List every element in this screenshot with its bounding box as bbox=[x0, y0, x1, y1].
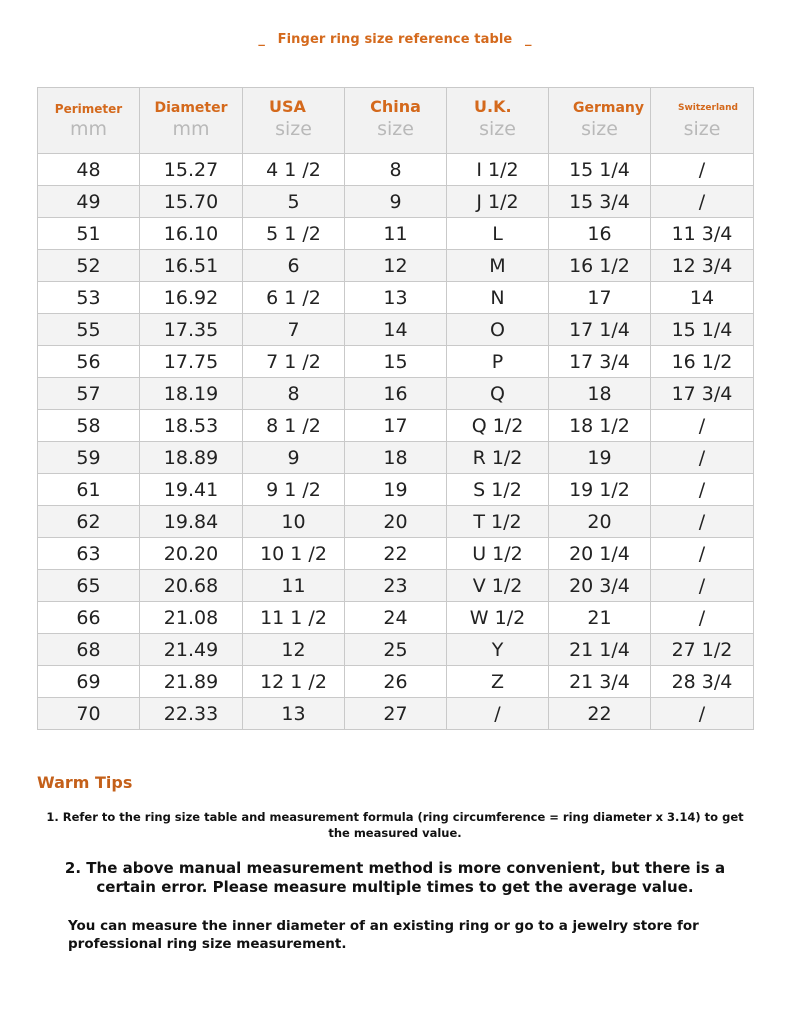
cell-germany: 19 bbox=[549, 442, 651, 474]
cell-switzerland: 17 3/4 bbox=[651, 378, 754, 410]
cell-uk: Y bbox=[447, 634, 549, 666]
cell-germany: 19 1/2 bbox=[549, 474, 651, 506]
table-header-row bbox=[38, 88, 754, 154]
cell-perimeter: 66 bbox=[38, 602, 140, 634]
cell-germany: 20 1/4 bbox=[549, 538, 651, 570]
cell-usa: 9 1 /2 bbox=[243, 474, 345, 506]
warm-tips-heading: Warm Tips bbox=[37, 773, 133, 792]
cell-china: 9 bbox=[345, 186, 447, 218]
cell-usa: 13 bbox=[243, 698, 345, 730]
table-row bbox=[38, 474, 754, 506]
cell-germany: 20 3/4 bbox=[549, 570, 651, 602]
header-germany bbox=[549, 88, 651, 154]
table-row bbox=[38, 250, 754, 282]
cell-usa: 5 bbox=[243, 186, 345, 218]
cell-germany: 17 1/4 bbox=[549, 314, 651, 346]
cell-perimeter: 52 bbox=[38, 250, 140, 282]
table-row bbox=[38, 282, 754, 314]
cell-diameter: 15.70 bbox=[140, 186, 243, 218]
cell-usa: 11 bbox=[243, 570, 345, 602]
cell-perimeter: 61 bbox=[38, 474, 140, 506]
cell-switzerland: / bbox=[651, 602, 754, 634]
cell-usa: 8 bbox=[243, 378, 345, 410]
header-china bbox=[345, 88, 447, 154]
header-perimeter-unit: mm bbox=[69, 118, 108, 140]
cell-uk: W 1/2 bbox=[447, 602, 549, 634]
table-row bbox=[38, 410, 754, 442]
cell-germany: 17 3/4 bbox=[549, 346, 651, 378]
cell-germany: 21 bbox=[549, 602, 651, 634]
cell-uk: Q bbox=[447, 378, 549, 410]
cell-switzerland: 14 bbox=[651, 282, 754, 314]
cell-switzerland: / bbox=[651, 186, 754, 218]
cell-switzerland: / bbox=[651, 442, 754, 474]
cell-china: 27 bbox=[345, 698, 447, 730]
cell-germany: 22 bbox=[549, 698, 651, 730]
table-row bbox=[38, 346, 754, 378]
table-body bbox=[38, 154, 754, 730]
cell-diameter: 21.08 bbox=[140, 602, 243, 634]
cell-uk: R 1/2 bbox=[447, 442, 549, 474]
cell-uk: Q 1/2 bbox=[447, 410, 549, 442]
cell-germany: 18 1/2 bbox=[549, 410, 651, 442]
title-text: Finger ring size reference table bbox=[277, 32, 513, 47]
cell-switzerland: 11 3/4 bbox=[651, 218, 754, 250]
table-row bbox=[38, 666, 754, 698]
cell-uk: J 1/2 bbox=[447, 186, 549, 218]
cell-uk: N bbox=[447, 282, 549, 314]
cell-diameter: 16.92 bbox=[140, 282, 243, 314]
table-row bbox=[38, 570, 754, 602]
table-row bbox=[38, 378, 754, 410]
header-switzerland-name: Switzerland bbox=[678, 103, 738, 113]
cell-perimeter: 53 bbox=[38, 282, 140, 314]
cell-diameter: 21.49 bbox=[140, 634, 243, 666]
header-perimeter-name: Perimeter bbox=[54, 102, 123, 116]
cell-switzerland: 27 1/2 bbox=[651, 634, 754, 666]
page-title bbox=[0, 32, 790, 47]
cell-perimeter: 62 bbox=[38, 506, 140, 538]
cell-china: 15 bbox=[345, 346, 447, 378]
cell-diameter: 22.33 bbox=[140, 698, 243, 730]
cell-usa: 10 bbox=[243, 506, 345, 538]
cell-perimeter: 65 bbox=[38, 570, 140, 602]
cell-germany: 20 bbox=[549, 506, 651, 538]
cell-usa: 6 bbox=[243, 250, 345, 282]
cell-perimeter: 49 bbox=[38, 186, 140, 218]
tip-1: 1. Refer to the ring size table and measurement formula (ring circumference = ring diameter x 3.14) to get the measured value. bbox=[46, 810, 744, 840]
cell-uk: Z bbox=[447, 666, 549, 698]
table-row bbox=[38, 506, 754, 538]
table-row bbox=[38, 154, 754, 186]
table-row bbox=[38, 218, 754, 250]
cell-uk: I 1/2 bbox=[447, 154, 549, 186]
title-dash-left: _ bbox=[258, 32, 265, 47]
cell-usa: 5 1 /2 bbox=[243, 218, 345, 250]
cell-uk: M bbox=[447, 250, 549, 282]
cell-uk: V 1/2 bbox=[447, 570, 549, 602]
cell-switzerland: 15 1/4 bbox=[651, 314, 754, 346]
cell-uk: L bbox=[447, 218, 549, 250]
cell-china: 22 bbox=[345, 538, 447, 570]
cell-china: 12 bbox=[345, 250, 447, 282]
cell-uk: / bbox=[447, 698, 549, 730]
cell-diameter: 20.20 bbox=[140, 538, 243, 570]
cell-china: 18 bbox=[345, 442, 447, 474]
cell-diameter: 21.89 bbox=[140, 666, 243, 698]
cell-perimeter: 59 bbox=[38, 442, 140, 474]
cell-uk: O bbox=[447, 314, 549, 346]
cell-perimeter: 56 bbox=[38, 346, 140, 378]
cell-china: 25 bbox=[345, 634, 447, 666]
cell-diameter: 18.89 bbox=[140, 442, 243, 474]
cell-switzerland: 16 1/2 bbox=[651, 346, 754, 378]
cell-usa: 4 1 /2 bbox=[243, 154, 345, 186]
cell-germany: 15 1/4 bbox=[549, 154, 651, 186]
header-china-unit: size bbox=[377, 118, 414, 140]
table-row bbox=[38, 314, 754, 346]
header-germany-unit: size bbox=[581, 118, 618, 140]
cell-china: 24 bbox=[345, 602, 447, 634]
cell-usa: 10 1 /2 bbox=[243, 538, 345, 570]
tip-2: 2. The above manual measurement method is more convenient, but there is a certain error. Please measure multiple times to get the average value. bbox=[64, 859, 726, 896]
cell-switzerland: / bbox=[651, 538, 754, 570]
cell-china: 11 bbox=[345, 218, 447, 250]
cell-china: 13 bbox=[345, 282, 447, 314]
cell-diameter: 15.27 bbox=[140, 154, 243, 186]
cell-germany: 16 1/2 bbox=[549, 250, 651, 282]
cell-uk: P bbox=[447, 346, 549, 378]
table-row bbox=[38, 186, 754, 218]
cell-china: 20 bbox=[345, 506, 447, 538]
cell-usa: 6 1 /2 bbox=[243, 282, 345, 314]
cell-perimeter: 70 bbox=[38, 698, 140, 730]
cell-china: 23 bbox=[345, 570, 447, 602]
header-usa bbox=[243, 88, 345, 154]
cell-perimeter: 63 bbox=[38, 538, 140, 570]
header-diameter bbox=[140, 88, 243, 154]
header-switzerland-unit: size bbox=[683, 118, 721, 140]
cell-perimeter: 57 bbox=[38, 378, 140, 410]
cell-china: 14 bbox=[345, 314, 447, 346]
cell-switzerland: / bbox=[651, 506, 754, 538]
cell-usa: 7 bbox=[243, 314, 345, 346]
cell-uk: U 1/2 bbox=[447, 538, 549, 570]
cell-switzerland: 28 3/4 bbox=[651, 666, 754, 698]
cell-switzerland: 12 3/4 bbox=[651, 250, 754, 282]
cell-diameter: 19.41 bbox=[140, 474, 243, 506]
table-row bbox=[38, 698, 754, 730]
cell-perimeter: 55 bbox=[38, 314, 140, 346]
cell-diameter: 17.35 bbox=[140, 314, 243, 346]
header-uk-name: U.K. bbox=[474, 97, 512, 116]
cell-china: 16 bbox=[345, 378, 447, 410]
cell-diameter: 17.75 bbox=[140, 346, 243, 378]
cell-uk: S 1/2 bbox=[447, 474, 549, 506]
header-china-name: China bbox=[370, 97, 421, 116]
cell-usa: 12 bbox=[243, 634, 345, 666]
cell-usa: 9 bbox=[243, 442, 345, 474]
cell-china: 19 bbox=[345, 474, 447, 506]
ring-size-table bbox=[37, 87, 754, 730]
cell-usa: 8 1 /2 bbox=[243, 410, 345, 442]
cell-diameter: 16.51 bbox=[140, 250, 243, 282]
cell-perimeter: 68 bbox=[38, 634, 140, 666]
cell-diameter: 20.68 bbox=[140, 570, 243, 602]
title-dash-right: _ bbox=[525, 32, 532, 47]
header-perimeter bbox=[38, 88, 140, 154]
header-uk bbox=[447, 88, 549, 154]
header-usa-name: USA bbox=[269, 97, 306, 116]
cell-germany: 21 1/4 bbox=[549, 634, 651, 666]
cell-diameter: 19.84 bbox=[140, 506, 243, 538]
header-diameter-name: Diameter bbox=[154, 100, 228, 116]
cell-usa: 7 1 /2 bbox=[243, 346, 345, 378]
cell-switzerland: / bbox=[651, 474, 754, 506]
cell-germany: 18 bbox=[549, 378, 651, 410]
cell-uk: T 1/2 bbox=[447, 506, 549, 538]
cell-usa: 11 1 /2 bbox=[243, 602, 345, 634]
cell-switzerland: / bbox=[651, 410, 754, 442]
cell-diameter: 18.19 bbox=[140, 378, 243, 410]
cell-germany: 16 bbox=[549, 218, 651, 250]
cell-china: 26 bbox=[345, 666, 447, 698]
tip-3: You can measure the inner diameter of an existing ring or go to a jewelry store for professional ring size measurement. bbox=[68, 918, 699, 952]
cell-china: 17 bbox=[345, 410, 447, 442]
cell-germany: 15 3/4 bbox=[549, 186, 651, 218]
cell-china: 8 bbox=[345, 154, 447, 186]
cell-usa: 12 1 /2 bbox=[243, 666, 345, 698]
cell-perimeter: 51 bbox=[38, 218, 140, 250]
cell-germany: 17 bbox=[549, 282, 651, 314]
cell-perimeter: 58 bbox=[38, 410, 140, 442]
header-usa-unit: size bbox=[275, 118, 312, 140]
cell-diameter: 16.10 bbox=[140, 218, 243, 250]
cell-switzerland: / bbox=[651, 698, 754, 730]
table-row bbox=[38, 442, 754, 474]
cell-germany: 21 3/4 bbox=[549, 666, 651, 698]
table-row bbox=[38, 538, 754, 570]
cell-switzerland: / bbox=[651, 154, 754, 186]
header-switzerland bbox=[651, 88, 754, 154]
header-uk-unit: size bbox=[479, 118, 516, 140]
header-diameter-unit: mm bbox=[172, 118, 210, 140]
cell-diameter: 18.53 bbox=[140, 410, 243, 442]
cell-perimeter: 48 bbox=[38, 154, 140, 186]
table-row bbox=[38, 634, 754, 666]
cell-perimeter: 69 bbox=[38, 666, 140, 698]
header-germany-name: Germany bbox=[572, 100, 645, 116]
cell-switzerland: / bbox=[651, 570, 754, 602]
table-row bbox=[38, 602, 754, 634]
